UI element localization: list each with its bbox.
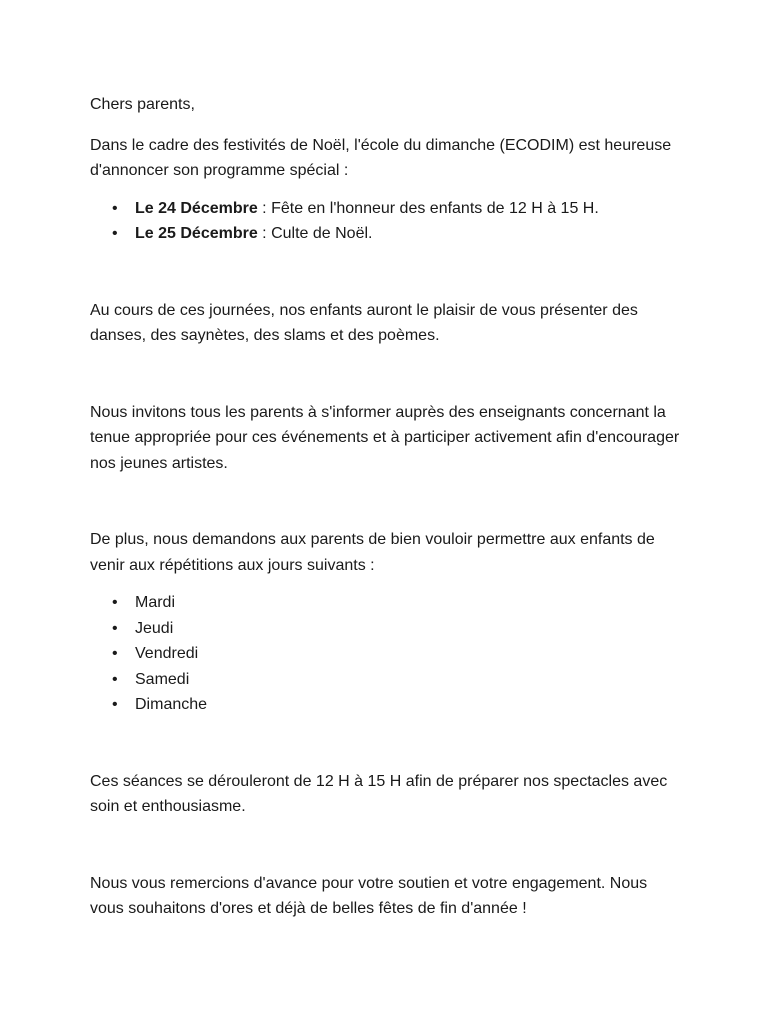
event-date: Le 24 Décembre — [135, 199, 258, 217]
day-item — [90, 641, 680, 667]
event-item — [90, 196, 680, 222]
letter-document — [90, 92, 680, 922]
bullet-icon: • — [112, 225, 118, 242]
day-item — [90, 590, 680, 616]
event-date: Le 25 Décembre — [135, 225, 258, 242]
closing-paragraph: Nous vous remercions d'avance pour votre soutien et votre engagement. Nous vous souhaitons d'ores et déjà de belles fêtes de fin d'année ! — [90, 874, 648, 917]
intro-paragraph: Dans le cadre des festivités de Noël, l'école du dimanche (ECODIM) est heureuse d'annoncer son programme spécial : — [90, 136, 672, 179]
day-label: Mardi — [135, 594, 176, 611]
rehearsal-days-list — [90, 590, 680, 718]
day-label: Samedi — [135, 670, 190, 688]
greeting: Chers parents, — [90, 96, 195, 113]
schedule-paragraph: Ces séances se dérouleront de 12 H à 15 H afin de préparer nos spectacles avec soin et enthousiasme. — [90, 772, 668, 815]
day-item — [90, 616, 680, 642]
bullet-icon: • — [112, 670, 118, 688]
day-item — [90, 667, 680, 693]
activities-paragraph: Au cours de ces journées, nos enfants auront le plaisir de vous présenter des danses, des saynètes, des slams et des poèmes. — [90, 301, 638, 344]
day-label: Vendredi — [135, 645, 199, 662]
bullet-icon: • — [112, 696, 118, 713]
events-list — [90, 196, 680, 247]
day-item — [90, 692, 680, 718]
day-label: Jeudi — [135, 619, 174, 637]
event-item — [90, 221, 680, 247]
event-description: : Fête en l'honneur des enfants de 12 H à 15 H. — [257, 199, 599, 217]
bullet-icon: • — [112, 199, 118, 217]
bullet-icon: • — [112, 645, 118, 662]
bullet-icon: • — [112, 619, 118, 637]
day-label: Dimanche — [135, 696, 208, 713]
invitation-paragraph: Nous invitons tous les parents à s'informer auprès des enseignants concernant la tenue appropriée pour ces événements et à participer activement afin d'encourager nos jeunes artistes. — [90, 403, 680, 472]
event-description: : Culte de Noël. — [257, 225, 373, 242]
bullet-icon: • — [112, 594, 118, 611]
rehearsals-paragraph: De plus, nous demandons aux parents de bien vouloir permettre aux enfants de venir aux répétitions aux jours suivants : — [90, 531, 655, 574]
